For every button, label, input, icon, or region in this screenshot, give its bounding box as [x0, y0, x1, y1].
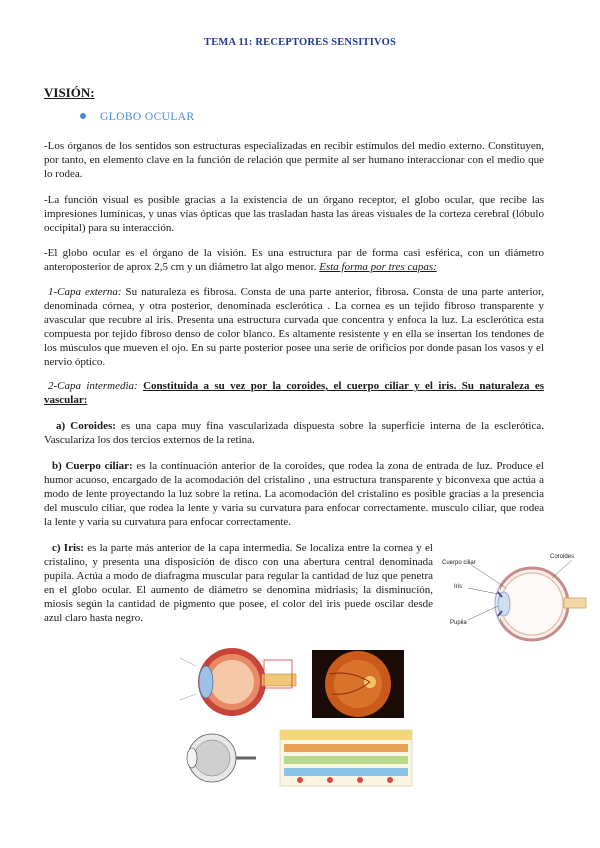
iris-paragraph — [44, 541, 433, 625]
capa-intermedia-text: Constituida a su vez por la coroides, el cuerpo ciliar y el iris. Su naturaleza es vascular: — [44, 380, 544, 406]
iris-text: es la parte más anterior de la capa intermedia. Se localiza entre la cornea y el cristalino, y presenta una disposición de disco con una abertura central denominada pupila. Actúa a modo de diafragma muscular para regular la cantidad de luz que penetra en el globo ocular. El aumento de diámetro se denomina midriasis; la disminución, miosis según la cantidad de pigmento que posee, el color del iris puede oscilar desde azul claro hasta negro. — [44, 542, 433, 624]
eye-label-iris: Iris — [454, 584, 462, 590]
eye-image-collage — [170, 640, 420, 790]
paragraph-3-emphasis: Esta forma por tres capas: — [319, 261, 437, 273]
capa-externa-label: 1-Capa externa: — [48, 286, 122, 298]
bullet-dot-icon — [80, 113, 86, 119]
iris-label: c) Iris: — [52, 542, 84, 554]
capa-intermedia-paragraph — [44, 379, 544, 407]
bullet-item — [80, 111, 195, 123]
retina-layers-image — [280, 730, 412, 786]
eye-diagram — [440, 548, 590, 648]
coroides-paragraph — [44, 419, 544, 447]
coroides-label: a) Coroides: — [56, 420, 116, 432]
bullet-label: GLOBO OCULAR — [100, 111, 195, 123]
cuerpo-ciliar-paragraph — [44, 459, 544, 529]
paragraph-1: -Los órganos de los sentidos son estructuras especializadas en recibir estímulos del medio externo. Constituyen, por tanto, en elemento clave en la función de relación que permite al ser humano interaccionar con el medio que lo rodea. — [44, 140, 544, 180]
page-title: TEMA 11: RECEPTORES SENSITIVOS — [203, 37, 397, 48]
capa-externa-text: Su naturaleza es fibrosa. Consta de una parte anterior, fibrosa. Consta de una parte anterior, denominada córnea, y otra posterior, denominada esclerótica . La cornea es un tejido fibroso transparente y avascular que recubre al iris. Presenta una estructura curvada que concentra y enfoca la luz. La esclerótica esta compuesta por tejido fibroso denso de color blanco. Es altamente resistente y en ella se insertan los tendones de los músculos que mueven el ojo. En su parte posterior posee una serie de orificios por donde pasan los vasos y el nervio óptico. — [44, 286, 544, 368]
cuerpo-ciliar-label: b) Cuerpo ciliar: — [52, 460, 133, 472]
coroides-text: es una capa muy fina vascularizada dispuesta sobre la superficie interna de la esclerótica. Vasculariza los dos tercios externos de la retina. — [44, 420, 545, 446]
section-heading: VISIÓN: — [44, 85, 95, 100]
paragraph-2: -La función visual es posible gracias a la existencia de un órgano receptor, el globo ocular, que recibe las impresiones lumínicas, y unas vías ópticas que las trasladan hasta las áreas visuales de la corteza cerebral (lóbulo occipital) para su interacción. — [44, 194, 544, 234]
paragraph-3-text: -El globo ocular es el órgano de la visión. Es una estructura par de forma casi esférica, con un diámetro anteroposterior de aprox 2,5 cm y un diámetro lat algo menor. — [44, 247, 544, 273]
eye-label-cuerpo-ciliar: Cuerpo ciliar — [442, 560, 476, 566]
capa-externa-paragraph — [44, 285, 544, 369]
cuerpo-ciliar-text: es la continuación anterior de la coroides, que rodea la zona de entrada de luz. Produce el humor acuoso, encargado de la acomodación del cristalino , una estructura transparente y biconvexa que actúa a modo de lente proyectando la luz sobre la retina. La acomodación del cristalino es posible gracias a la presencia del musculo ciliar, que rodea la lente y varia su curvatura para enfocar correctamente. musculo ciliar, que rodea la lente y varia su curvatura para enfocar correctamente. — [44, 460, 544, 528]
eye-label-coroides: Coroides — [550, 554, 575, 560]
paragraph-3 — [44, 246, 544, 274]
anatomy-image — [172, 644, 302, 722]
eyeball-sketch-image — [172, 728, 262, 786]
eye-label-pupila: Pupila — [450, 620, 467, 626]
fundus-image — [312, 650, 404, 718]
capa-intermedia-label: 2-Capa intermedia: — [48, 380, 138, 392]
